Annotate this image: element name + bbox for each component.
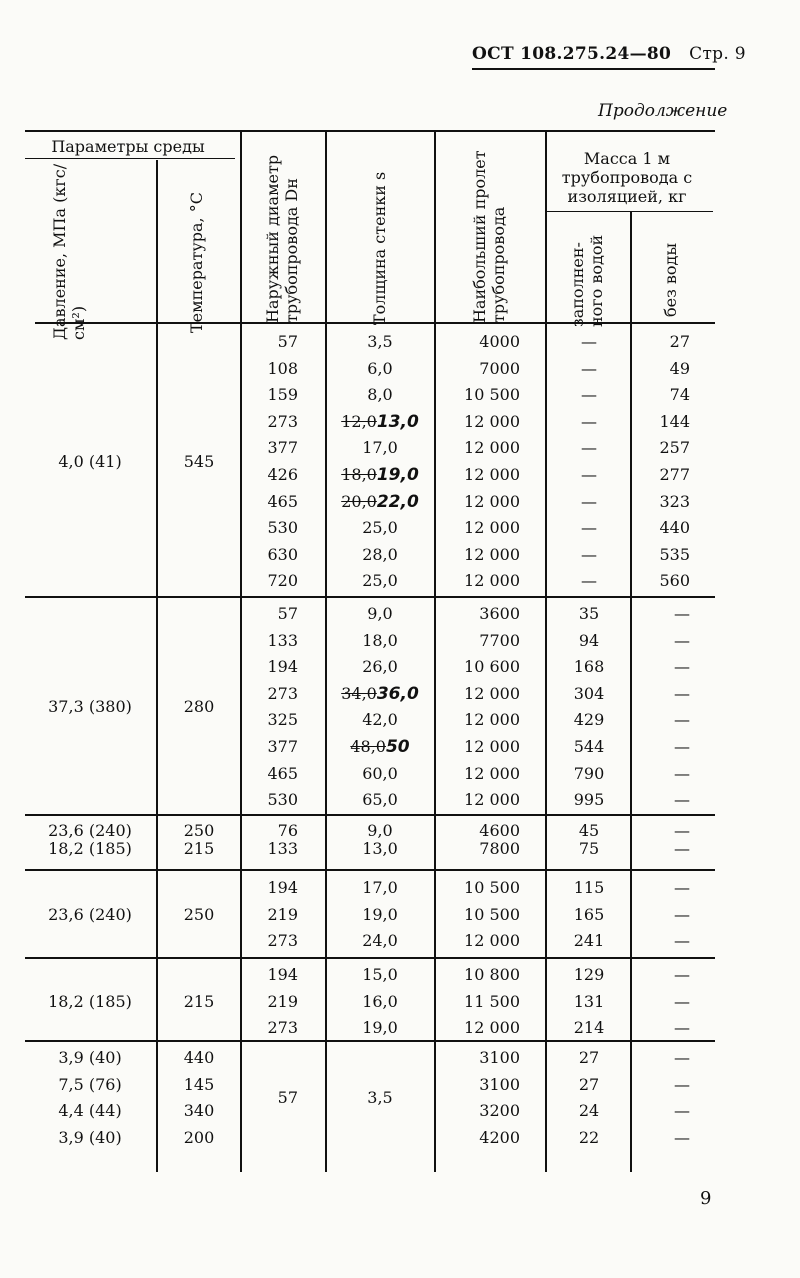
span-value: 3200 [479, 1101, 520, 1121]
mass-empty-value: — [674, 710, 690, 730]
mass-filled-value: — [581, 358, 597, 378]
span-value: 3100 [479, 1048, 520, 1067]
span-value: 3100 [479, 1074, 520, 1094]
span-value: 11 500 [464, 991, 520, 1011]
wall-value: 24,0 [362, 931, 398, 951]
mass-filled-value: 27 [578, 1048, 600, 1067]
span-value: 12 000 [464, 710, 520, 730]
diameter-value: 194 [267, 878, 298, 897]
col-rule [156, 160, 158, 1172]
span-value: 12 000 [464, 737, 520, 756]
temperature-value: 200 [183, 1127, 215, 1147]
mass-empty-value: 323 [659, 491, 690, 511]
col-rule [630, 212, 632, 1172]
mass-empty-value: — [674, 630, 690, 650]
wall-value: 13,0 [362, 839, 398, 858]
span-value: 7700 [479, 630, 520, 650]
diameter-value: 530 [267, 790, 298, 810]
mass-filled-value: — [581, 411, 597, 431]
wall-value [330, 462, 430, 488]
mass-empty-value: 277 [659, 465, 690, 484]
mass-empty-value: — [674, 878, 690, 897]
span-value: 12 000 [464, 465, 520, 484]
wall-value: 3,5 [367, 1087, 393, 1107]
span-value: 12 000 [464, 544, 520, 564]
wall-value: 18,0 [362, 630, 398, 650]
diameter-value: 76 [277, 821, 298, 840]
wall-value: 9,0 [367, 821, 393, 840]
wall-value: 26,0 [362, 657, 398, 677]
span-value: 12 000 [464, 763, 520, 783]
span-value: 12 000 [464, 438, 520, 458]
mass-empty-value: — [674, 931, 690, 951]
diameter-value: 377 [267, 438, 298, 458]
mass-empty-value: 440 [659, 518, 690, 538]
diameter-value: 108 [267, 358, 298, 378]
wall-value: 28,0 [362, 544, 398, 564]
mass-filled-value: 544 [573, 737, 605, 756]
mass-filled-value: 45 [578, 821, 600, 840]
span-value: 12 000 [464, 518, 520, 538]
span-value: 4600 [479, 821, 520, 840]
temperature-value: 250 [183, 904, 215, 924]
mass-filled-value: 790 [573, 763, 605, 783]
wall-value: 17,0 [362, 438, 398, 458]
diameter-value: 273 [267, 931, 298, 951]
mass-group-header: Масса 1 м трубопровода с изоляцией, кг [561, 149, 693, 206]
wall-value: 8,0 [367, 385, 393, 405]
mass-empty-value: 49 [669, 358, 690, 378]
header-rule [472, 68, 715, 70]
mass-empty-value: — [674, 737, 690, 756]
pressure-value: 4,0 (41) [58, 451, 122, 471]
wall-value: 16,0 [362, 991, 398, 1011]
wall-thickness-header: Толщина стенки s [370, 171, 389, 325]
mass-empty-value: 27 [669, 332, 690, 351]
mass-empty-value: 257 [659, 438, 690, 458]
mass-empty-value: — [674, 1074, 690, 1094]
wall-value: 60,0 [362, 763, 398, 783]
mass-empty-value: — [674, 904, 690, 924]
diameter-value: 630 [267, 544, 298, 564]
mass-filled-value: 94 [578, 630, 600, 650]
standard-code: ОСТ 108.275.24—80 [472, 44, 672, 64]
span-value: 12 000 [464, 411, 520, 431]
mass-empty-value: 74 [669, 385, 690, 405]
wall-value: 19,0 [362, 1018, 398, 1038]
mass-filled-value: — [581, 491, 597, 511]
diameter-value: 273 [267, 683, 298, 703]
diameter-value: 720 [267, 571, 298, 591]
col-rule [434, 130, 436, 1172]
pressure-value: 37,3 (380) [48, 697, 132, 717]
mass-filled-value: 35 [578, 604, 600, 623]
span-value: 4200 [479, 1127, 520, 1147]
diameter-value: 219 [267, 991, 298, 1011]
pressure-value: 23,6 (240) [48, 821, 132, 840]
span-value: 12 000 [464, 491, 520, 511]
diameter-header: Наружный диаметр трубопровода Dн [263, 154, 301, 323]
struck-wall-value: 18,0 [341, 465, 377, 484]
diameter-value: 325 [267, 710, 298, 730]
diameter-value: 465 [267, 491, 298, 511]
diameter-value: 159 [267, 385, 298, 405]
mass-filled-value: 131 [573, 991, 605, 1011]
mass-empty-value: — [674, 1127, 690, 1147]
mass-filled-value: — [581, 332, 597, 351]
span-value: 10 500 [464, 904, 520, 924]
span-header: Наибольший пролет трубопровода [470, 150, 508, 323]
mass-filled-value: 24 [578, 1101, 600, 1121]
diameter-value: 57 [277, 1087, 298, 1107]
group-rule [25, 869, 715, 871]
wall-value: 25,0 [362, 518, 398, 538]
handwritten-correction: 13,0 [376, 411, 419, 432]
pressure-value: 18,2 (185) [48, 991, 132, 1011]
mass-empty-value: — [674, 683, 690, 703]
wall-value [330, 681, 430, 707]
pressure-value: 23,6 (240) [48, 904, 132, 924]
wall-value: 9,0 [367, 604, 393, 623]
mass-empty-value: — [674, 790, 690, 810]
mass-empty-header: без воды [661, 242, 680, 317]
temperature-value: 545 [183, 451, 215, 471]
diameter-value: 57 [277, 332, 298, 351]
wall-value: 6,0 [367, 358, 393, 378]
pressure-value: 3,9 (40) [58, 1127, 122, 1147]
group-rule [25, 596, 715, 598]
diameter-value: 57 [277, 604, 298, 623]
diameter-value: 194 [267, 965, 298, 984]
wall-value [330, 409, 430, 435]
diameter-value: 133 [267, 630, 298, 650]
span-value: 12 000 [464, 790, 520, 810]
mass-filled-value: — [581, 544, 597, 564]
document-header [472, 44, 746, 64]
mass-filled-value: 429 [573, 710, 605, 730]
col-rule [545, 130, 547, 1172]
diameter-value: 530 [267, 518, 298, 538]
diameter-value: 133 [267, 839, 298, 858]
mass-empty-value: 144 [659, 411, 690, 431]
table-top-rule [25, 130, 715, 132]
mass-filled-value: — [581, 465, 597, 484]
mass-filled-value: 129 [573, 965, 605, 984]
mass-empty-value: — [674, 839, 690, 858]
wall-value [330, 734, 430, 760]
span-value: 10 600 [464, 657, 520, 677]
temperature-value: 440 [183, 1048, 215, 1067]
struck-wall-value: 48,0 [350, 737, 386, 756]
diameter-value: 194 [267, 657, 298, 677]
col-rule [325, 130, 327, 1172]
mass-filled-value: — [581, 385, 597, 405]
wall-value: 65,0 [362, 790, 398, 810]
mass-empty-value: — [674, 821, 690, 840]
pressure-value: 3,9 (40) [58, 1048, 122, 1067]
handwritten-correction: 22,0 [376, 491, 419, 512]
temperature-header: Температура, °С [187, 192, 206, 333]
mass-empty-value: — [674, 657, 690, 677]
span-value: 7000 [479, 358, 520, 378]
temperature-value: 250 [183, 821, 215, 840]
span-value: 3600 [479, 604, 520, 623]
mass-empty-value: — [674, 965, 690, 984]
struck-wall-value: 20,0 [341, 491, 377, 511]
mass-filled-value: 22 [578, 1127, 600, 1147]
continuation-label: Продолжение [598, 101, 728, 121]
mass-empty-value: — [674, 1018, 690, 1038]
wall-value: 19,0 [362, 904, 398, 924]
mass-filled-value: 115 [573, 878, 605, 897]
mass-filled-value: 165 [573, 904, 605, 924]
mass-empty-value: — [674, 763, 690, 783]
struck-wall-value: 34,0 [341, 683, 377, 703]
span-value: 12 000 [464, 683, 520, 703]
diameter-value: 377 [267, 737, 298, 756]
mass-empty-value: — [674, 1048, 690, 1067]
params-group-header: Параметры среды [51, 137, 205, 156]
span-value: 4000 [479, 332, 520, 351]
wall-value: 3,5 [367, 332, 393, 351]
pressure-value: 18,2 (185) [48, 839, 132, 858]
diameter-value: 219 [267, 904, 298, 924]
temperature-value: 340 [183, 1101, 215, 1121]
mass-empty-value: — [674, 604, 690, 623]
handwritten-correction: 19,0 [376, 465, 419, 485]
mass-filled-value: 75 [578, 839, 600, 858]
group-rule [25, 814, 715, 816]
mass-filled-value: — [581, 438, 597, 458]
mass-filled-value: 27 [578, 1074, 600, 1094]
page-number: 9 [700, 1188, 712, 1209]
pressure-value: 7,5 (76) [58, 1074, 122, 1094]
mass-filled-header: заполнен- ного водой [568, 234, 606, 327]
wall-value: 42,0 [362, 710, 398, 730]
span-value: 12 000 [464, 931, 520, 951]
wall-value: 17,0 [362, 878, 398, 897]
mass-filled-value: — [581, 571, 597, 591]
span-value: 7800 [479, 839, 520, 858]
temperature-value: 145 [183, 1074, 215, 1094]
pressure-value: 4,4 (44) [58, 1101, 122, 1121]
diameter-value: 273 [267, 411, 298, 431]
pressure-header: Давление, МПа (кгс/см²) [50, 163, 88, 340]
span-value: 10 500 [464, 385, 520, 405]
col-rule [240, 130, 242, 1172]
wall-value: 15,0 [362, 965, 398, 984]
struck-wall-value: 12,0 [341, 411, 377, 431]
page-label: Стр. 9 [689, 44, 746, 64]
wall-value: 25,0 [362, 571, 398, 591]
span-value: 10 800 [464, 965, 520, 984]
diameter-value: 426 [267, 465, 298, 484]
span-value: 12 000 [464, 1018, 520, 1038]
diameter-value: 273 [267, 1018, 298, 1038]
span-value: 12 000 [464, 571, 520, 591]
handwritten-correction: 36,0 [376, 683, 419, 704]
temperature-value: 280 [183, 697, 215, 717]
span-value: 10 500 [464, 878, 520, 897]
temperature-value: 215 [183, 991, 215, 1011]
temperature-value: 215 [183, 839, 215, 858]
mass-filled-value: 241 [573, 931, 605, 951]
wall-value [330, 489, 430, 515]
mass-filled-value: 214 [573, 1018, 605, 1038]
diameter-value: 465 [267, 763, 298, 783]
mass-filled-value: 168 [573, 657, 605, 677]
mass-filled-value: — [581, 518, 597, 538]
mass-empty-value: 535 [659, 544, 690, 564]
mass-filled-value: 995 [573, 790, 605, 810]
group-rule [25, 957, 715, 959]
mass-empty-value: 560 [659, 571, 690, 591]
mass-empty-value: — [674, 991, 690, 1011]
handwritten-correction: 50 [385, 737, 410, 757]
mass-filled-value: 304 [573, 683, 605, 703]
mass-empty-value: — [674, 1101, 690, 1121]
